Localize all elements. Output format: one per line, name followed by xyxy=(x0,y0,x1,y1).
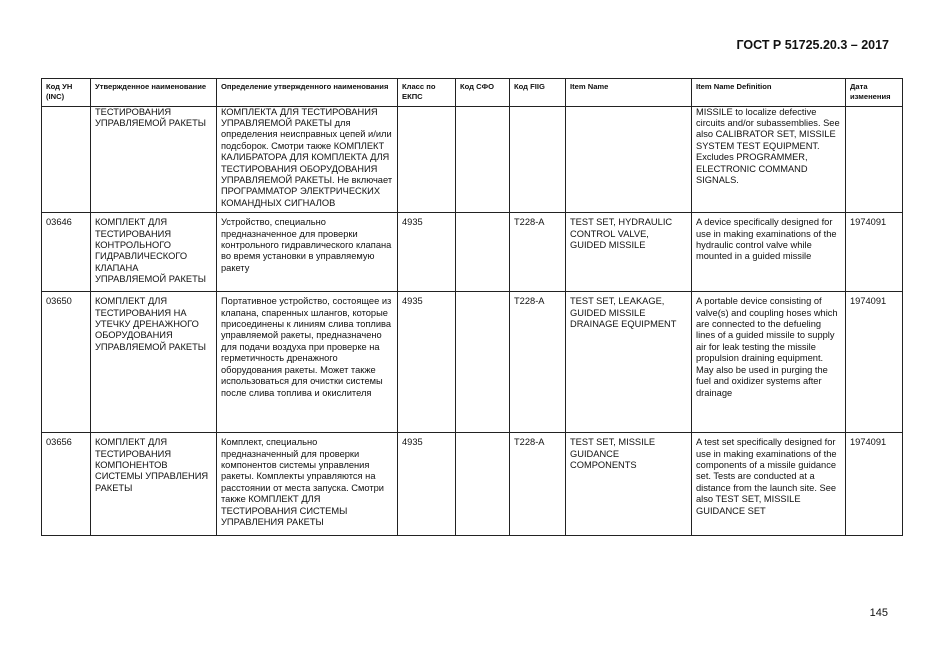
cell-item-name: TEST SET, LEAKAGE, GUIDED MISSILE DRAINAGE EQUIPMENT xyxy=(566,292,692,433)
column-header-change-date: Дата изменения xyxy=(846,79,903,107)
page-number: 145 xyxy=(869,607,888,619)
standard-designation: ГОСТ Р 51725.20.3 – 2017 xyxy=(736,38,889,52)
cell-approved-name: КОМПЛЕКТ ДЛЯ ТЕСТИРОВАНИЯ КОНТРОЛЬНОГО ГИДРАВЛИЧЕСКОГО КЛАПАНА УПРАВЛЯЕМОЙ РАКЕТЫ xyxy=(91,213,217,292)
cell-item-name-definition: A device specifically designed for use in making examinations of the hydraulic control valve while mounted in a guided missile xyxy=(692,213,846,292)
cell-sfo-code xyxy=(456,106,510,213)
column-header-fiig-code: Код FIIG xyxy=(510,79,566,107)
column-header-ekps-class: Класс по ЕКПС xyxy=(398,79,456,107)
cell-fiig-code: T228-A xyxy=(510,213,566,292)
column-header-sfo-code: Код СФО xyxy=(456,79,510,107)
column-header-approved-name: Утвержденное наименование xyxy=(91,79,217,107)
cell-item-name xyxy=(566,106,692,213)
cell-name-definition: КОМПЛЕКТА ДЛЯ ТЕСТИРОВАНИЯ УПРАВЛЯЕМОЙ РАКЕТЫ для определения неисправных цепей и/или подсборок. Смотри также КОМПЛЕКТ КАЛИБРАТОРА ДЛЯ КОМПЛЕКТА ДЛЯ ТЕСТИРОВАНИЯ ОБОРУДОВАНИЯ УПРАВЛЯЕМОЙ РАКЕТЫ. Не включает ПРОГРАММАТОР ЭЛЕКТРИЧЕСКИХ КОМАНДНЫХ СИГНАЛОВ xyxy=(217,106,398,213)
column-header-name-definition: Определение утвержденного наименования xyxy=(217,79,398,107)
cell-ekps-class: 4935 xyxy=(398,213,456,292)
table-row xyxy=(42,106,903,213)
cell-change-date: 1974091 xyxy=(846,433,903,536)
table-row xyxy=(42,433,903,536)
table-header-row xyxy=(42,79,903,107)
cell-item-name-definition: A portable device consisting of valve(s) and coupling hoses which are connected to the defueling lines of a guided missile to supply air for leak testing the missile propulsion draining equipment. May also be used in purging the fuel and oxidizer systems after drainage xyxy=(692,292,846,433)
cell-item-name: TEST SET, HYDRAULIC CONTROL VALVE, GUIDED MISSILE xyxy=(566,213,692,292)
cell-fiig-code xyxy=(510,106,566,213)
cell-ekps-class xyxy=(398,106,456,213)
cell-ekps-class: 4935 xyxy=(398,433,456,536)
cell-change-date: 1974091 xyxy=(846,213,903,292)
cell-approved-name: КОМПЛЕКТ ДЛЯ ТЕСТИРОВАНИЯ НА УТЕЧКУ ДРЕНАЖНОГО ОБОРУДОВАНИЯ УПРАВЛЯЕМОЙ РАКЕТЫ xyxy=(91,292,217,433)
cell-approved-name: КОМПЛЕКТ ДЛЯ ТЕСТИРОВАНИЯ КОМПОНЕНТОВ СИСТЕМЫ УПРАВЛЕНИЯ РАКЕТЫ xyxy=(91,433,217,536)
cell-inc xyxy=(42,106,91,213)
cell-item-name-definition: MISSILE to localize defective circuits and/or subassemblies. See also CALIBRATOR SET, MISSILE SYSTEM TEST EQUIPMENT. Excludes PROGRAMMER, ELECTRONIC COMMAND SIGNALS. xyxy=(692,106,846,213)
cell-ekps-class: 4935 xyxy=(398,292,456,433)
cell-inc: 03656 xyxy=(42,433,91,536)
cell-item-name: TEST SET, MISSILE GUIDANCE COMPONENTS xyxy=(566,433,692,536)
cell-name-definition: Портативное устройство, состоящее из клапана, спаренных шлангов, которые присоединены к линиям слива топлива управляемой ракеты, предназначено для подачи воздуха при проверке на герметичность дренажного оборудования ракеты. Может также использоваться для очистки системы после слива топлива и окислителя xyxy=(217,292,398,433)
column-header-item-name: Item Name xyxy=(566,79,692,107)
cell-sfo-code xyxy=(456,433,510,536)
cell-sfo-code xyxy=(456,292,510,433)
table-row xyxy=(42,213,903,292)
cell-inc: 03646 xyxy=(42,213,91,292)
column-header-inc: Код УН (INC) xyxy=(42,79,91,107)
cell-approved-name: ТЕСТИРОВАНИЯ УПРАВЛЯЕМОЙ РАКЕТЫ xyxy=(91,106,217,213)
cell-inc: 03650 xyxy=(42,292,91,433)
cell-name-definition: Устройство, специально предназначенное для проверки контрольного гидравлического клапана во время установки в управляемую ракету xyxy=(217,213,398,292)
cell-fiig-code: T228-A xyxy=(510,433,566,536)
cell-change-date xyxy=(846,106,903,213)
cell-sfo-code xyxy=(456,213,510,292)
item-names-table xyxy=(41,78,903,536)
cell-item-name-definition: A test set specifically designed for use in making examinations of the components of a missile guidance set. Tests are conducted at a distance from the launch site. See also TEST SET, MISSILE GUIDANCE SET xyxy=(692,433,846,536)
cell-change-date: 1974091 xyxy=(846,292,903,433)
cell-name-definition: Комплект, специально предназначенный для проверки компонентов системы управления ракеты. Комплекты управляются на расстоянии от места запуска. Смотри также КОМПЛЕКТ ДЛЯ ТЕСТИРОВАНИЯ СИСТЕМЫ УПРАВЛЕНИЯ РАКЕТЫ xyxy=(217,433,398,536)
table-row xyxy=(42,292,903,433)
column-header-item-name-definition: Item Name Definition xyxy=(692,79,846,107)
cell-fiig-code: T228-A xyxy=(510,292,566,433)
